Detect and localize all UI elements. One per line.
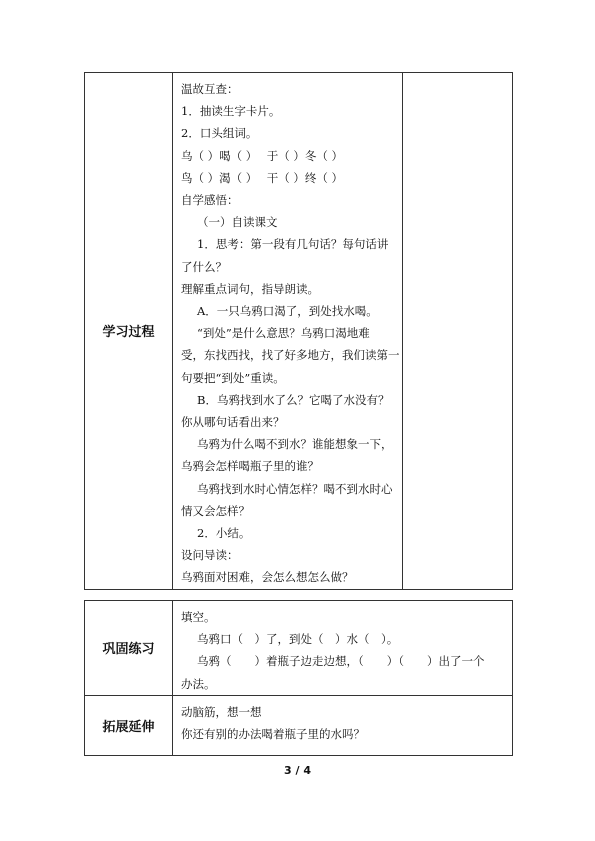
practice-extension-table [84, 600, 513, 756]
text-line: 填空。 [181, 610, 216, 624]
text-line: A．一只乌鸦口渴了，到处找水喝。 [197, 304, 378, 319]
notes-column [403, 73, 513, 590]
text-line: 1．思考：第一段有几句话？每句话讲 [197, 237, 389, 252]
practice-content [173, 601, 513, 696]
extension-content [173, 695, 513, 755]
extension-label: 拓展延伸 [85, 695, 173, 755]
text-line: 乌鸦口（ ）了，到处（ ）水（ ）。 [197, 632, 399, 647]
learning-process-label: 学习过程 [85, 73, 173, 590]
text-line: 乌鸦（ ）着瓶子边走边想，（ ）（ ）出了一个 [197, 654, 485, 669]
text-line: 温故互查： [181, 82, 239, 96]
practice-label: 巩固练习 [85, 601, 173, 696]
text-line: 句要把“到处”重读。 [181, 370, 285, 385]
text-line: 2．小结。 [197, 526, 251, 541]
text-line: 办法。 [181, 676, 216, 691]
text-line: 了什么？ [181, 259, 227, 274]
text-line: B．乌鸦找到水了么？它喝了水没有？ [197, 392, 390, 407]
learning-process-content [173, 73, 403, 590]
learning-process-table [84, 72, 513, 590]
text-line: 乌鸦为什么喝不到水？谁能想象一下， [197, 437, 393, 452]
text-line: 乌（ ）喝（ ） 于（ ）冬（ ） [181, 148, 344, 163]
text-line: 1．抽读生字卡片。 [181, 104, 281, 119]
page-number: 3 / 4 [284, 764, 311, 777]
text-line: （一）自读课文 [197, 215, 278, 230]
text-line: 乌鸦找到水时心情怎样？喝不到水时心 [197, 481, 393, 496]
text-line: 乌鸦面对困难，会怎么想怎么做？ [181, 570, 354, 585]
text-line: 理解重点词句，指导朗读。 [181, 281, 319, 296]
text-line: 设问导读： [181, 548, 239, 563]
text-line: 受，东找西找，找了好多地方，我们读第一 [181, 348, 400, 363]
text-line: 情又会怎样？ [181, 503, 250, 518]
text-line: 动脑筋，想一想 [181, 704, 262, 719]
text-line: 2．口头组词。 [181, 126, 258, 141]
text-line: 自学感悟： [181, 193, 239, 208]
text-line: “到处”是什么意思？乌鸦口渴地难 [197, 326, 370, 341]
text-line: 你还有别的办法喝着瓶子里的水吗？ [181, 727, 365, 742]
text-line: 乌鸦会怎样喝瓶子里的谁？ [181, 459, 319, 474]
text-line: 鸟（ ）渴（ ） 干（ ）终（ ） [181, 170, 344, 185]
text-line: 你从哪句话看出来？ [181, 415, 285, 430]
